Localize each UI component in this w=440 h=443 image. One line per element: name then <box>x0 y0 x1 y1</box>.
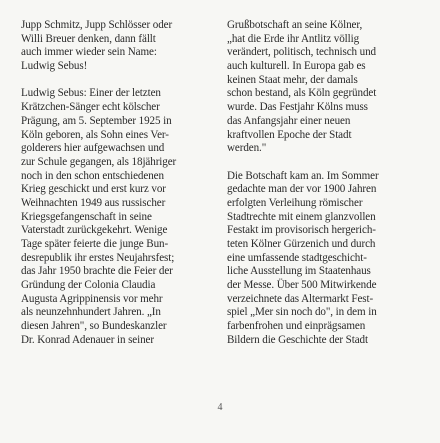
text-line: erfolgten Verleihung römischer <box>227 196 363 209</box>
text-line: Ludwig Sebus! <box>21 60 88 73</box>
text-line: wurde. Das Festjahr Kölns muss <box>227 101 368 114</box>
text-line: spiel „Mer sin noch do", in dem in <box>227 306 377 319</box>
text-line: „hat die Erde ihr Antlitz völlig <box>227 32 360 45</box>
text-line: als neunzehnhundert Jahren. „In <box>21 306 161 319</box>
text-line: das Jahr 1950 brachte die Feier der <box>21 265 173 278</box>
text-line: Tage später feierte die junge Bun- <box>21 238 169 250</box>
paragraph-gap <box>21 74 213 88</box>
page-number: 4 <box>217 402 223 413</box>
paragraph <box>21 19 213 74</box>
text-line: Ludwig Sebus: Einer der letzten <box>21 87 161 100</box>
text-line: Stadtrechte mit einem glanzvollen <box>227 210 376 223</box>
text-line: der Messe. Über 500 Mitwirkende <box>227 279 377 292</box>
text-line: Dr. Konrad Adenauer in seiner <box>21 333 154 346</box>
text-line: auch kulturell. In Europa gab es <box>227 60 366 73</box>
text-line: farbenfrohen und einprägsamen <box>227 320 366 333</box>
text-line: Jupp Schmitz, Jupp Schlösser oder <box>21 19 173 31</box>
text-line: Krätzchen-Sänger echt kölscher <box>21 101 160 114</box>
text-line: werden." <box>227 142 267 155</box>
text-line: auch immer wieder sein Name: <box>21 46 157 59</box>
paragraph <box>21 87 213 347</box>
text-line: keinen Staat mehr, der damals <box>227 73 358 86</box>
text-line: das Anfangsjahr einer neuen <box>227 114 351 127</box>
text-line: Vaterstadt zurückgekehrt. Wenige <box>21 224 168 237</box>
text-line: teten Kölner Gürzenich und durch <box>227 238 376 250</box>
text-line: Bildern die Geschichte der Stadt <box>227 333 368 346</box>
text-line: eine umfassende stadtgeschicht- <box>227 251 367 264</box>
text-line: Grußbotschaft an seine Kölner, <box>227 19 363 31</box>
text-line: golderers hier aufgewachsen und <box>21 142 165 155</box>
text-line: diesen Jahren", so Bundeskanzler <box>21 320 167 333</box>
text-line: kraftvollen Epoche der Stadt <box>227 128 352 141</box>
text-line: Kriegsgefangenschaft in seine <box>21 210 152 223</box>
text-line: Gründung der Colonia Claudia <box>21 279 156 292</box>
text-line: Weihnachten 1949 aus russischer <box>21 196 166 209</box>
text-line: verzeichnete das Altermarkt Fest- <box>227 292 374 305</box>
text-line: Prägung, am 5. September 1925 in <box>21 114 172 127</box>
text-line: liche Ausstellung im Staatenhaus <box>227 265 371 278</box>
right-text-column <box>227 19 420 348</box>
paragraph-gap <box>227 156 420 170</box>
text-line: zur Schule gegangen, als 18jähriger <box>21 155 177 168</box>
paragraph <box>227 19 420 156</box>
text-line: Augusta Agrippinensis vor mehr <box>21 292 163 305</box>
text-line: Festakt im provisorisch hergerich- <box>227 224 376 237</box>
text-line: gedachte man der vor 1900 Jahren <box>227 183 377 196</box>
text-line: noch in den schon entschiedenen <box>21 169 164 182</box>
text-line: Willi Breuer denken, dann fällt <box>21 32 156 45</box>
text-line: verändert, politisch, technisch und <box>227 46 376 59</box>
text-line: Die Botschaft kam an. Im Sommer <box>227 169 379 182</box>
text-line: Köln geboren, als Sohn eines Ver- <box>21 128 169 141</box>
paragraph <box>227 170 420 348</box>
left-text-column <box>21 19 213 348</box>
text-line: desrepublik ihr erstes Neujahrsfest; <box>21 251 175 264</box>
text-line: Krieg geschickt und erst kurz vor <box>21 183 166 196</box>
text-line: schon bestand, als Köln gegründet <box>227 87 377 100</box>
